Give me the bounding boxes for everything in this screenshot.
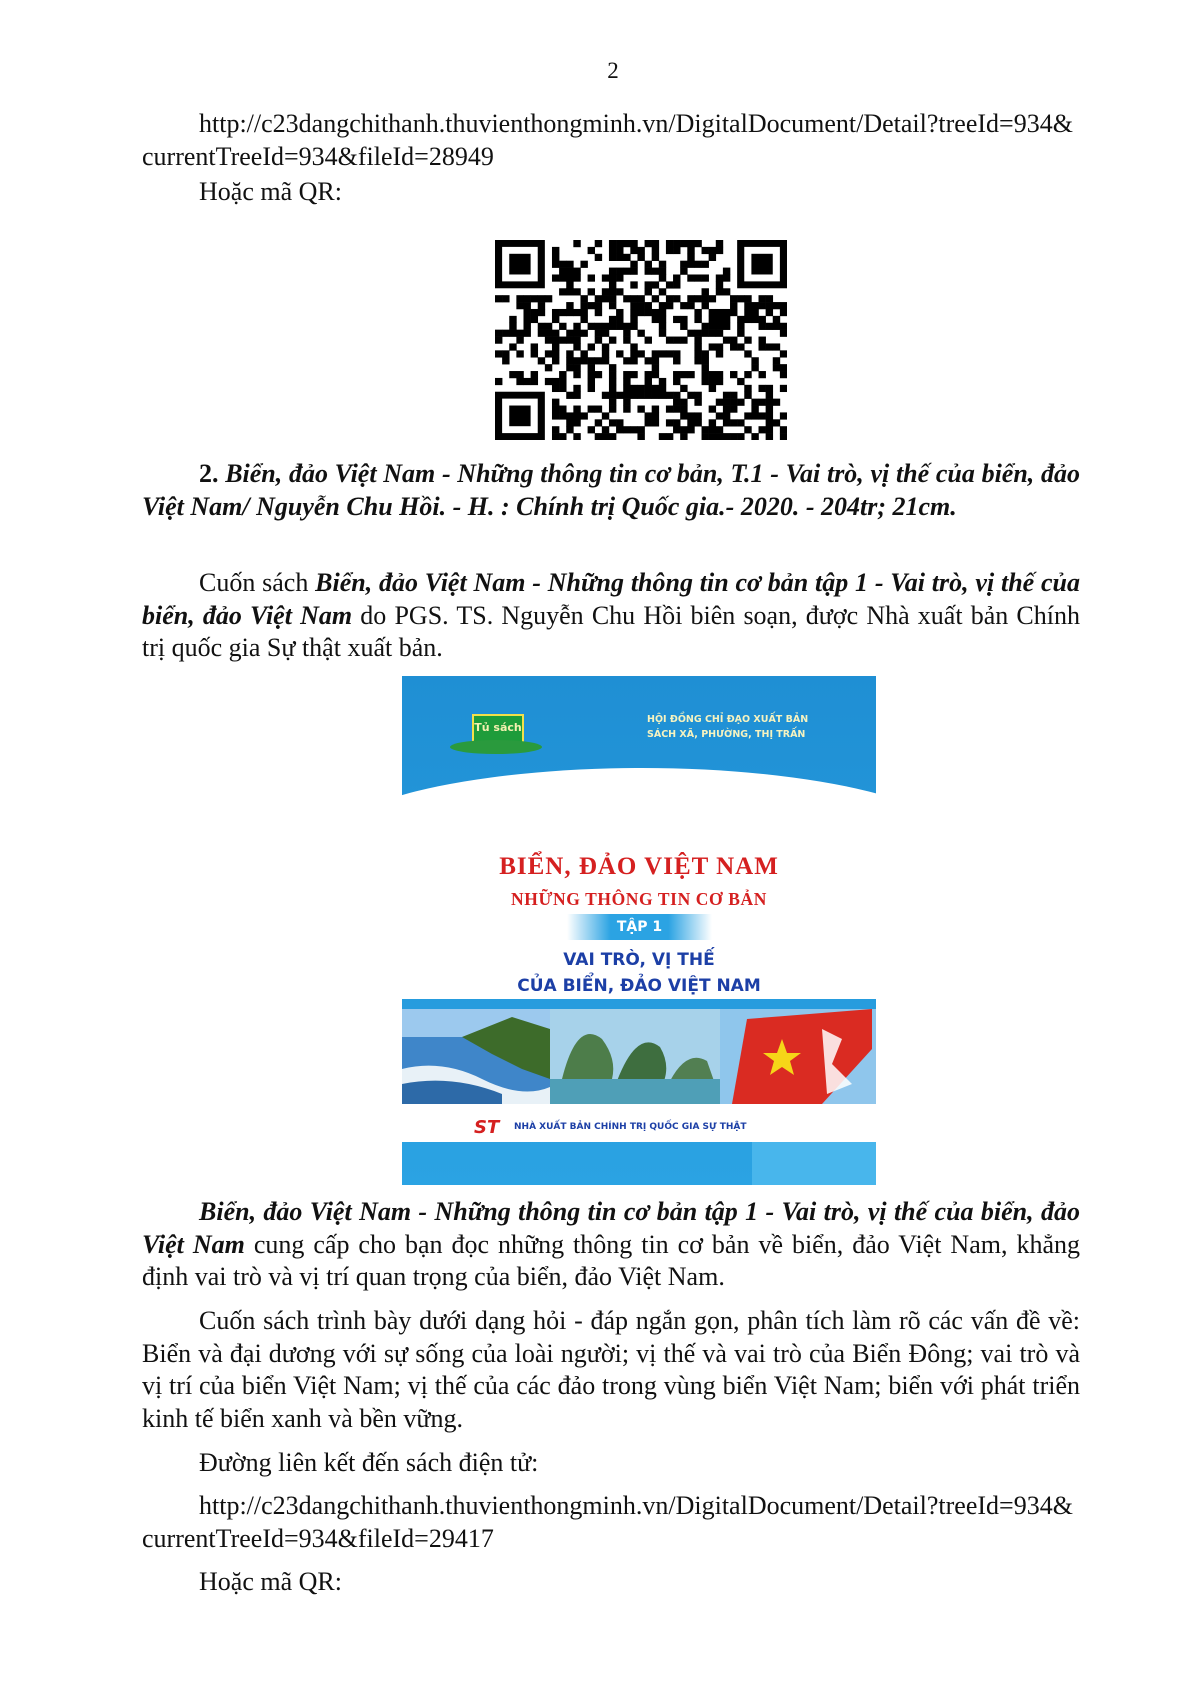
page-number: 2 bbox=[607, 58, 619, 83]
ebook-link-1[interactable]: http://c23dangchithanh.thuvienthongminh.vn/DigitalDocument/Detail?treeId=934&currentTreeId=934&fileId=28949 bbox=[142, 109, 1073, 171]
entry-number: 2. bbox=[199, 459, 219, 488]
cover-topic: VAI TRÒ, VỊ THẾ CỦA BIỂN, ĐẢO VIỆT NAM bbox=[517, 950, 761, 996]
book-description: Cuốn sách trình bày dưới dạng hỏi - đáp ngắn gọn, phân tích làm rõ các vấn đề về: Biển và đại dương với sự sống của loài người; vị thế và vai trò của Biển Đông; vai trò và vị trí của biển Việt Nam; vị thế của các đảo trong vùng biển Việt Nam; biển với phát triển kinh tế biển xanh và bền vững. bbox=[142, 1306, 1080, 1433]
tu-sach-logo bbox=[450, 714, 542, 758]
summary-title: Biển, đảo Việt Nam - Những thông tin cơ bản tập 1 - Vai trò, vị thế của biển, đảo Việt Nam bbox=[142, 1197, 1080, 1259]
cover-volume: TẬP 1 bbox=[567, 914, 712, 940]
summary-rest: cung cấp cho bạn đọc những thông tin cơ bản về biển, đảo Việt Nam, khẳng định vai trò và vị trí quan trọng của biển, đảo Việt Nam. bbox=[142, 1229, 1080, 1291]
logo-text: Tủ sách bbox=[472, 714, 524, 744]
qr-label-2: Hoặc mã QR: bbox=[199, 1567, 342, 1596]
book-intro bbox=[142, 567, 1080, 665]
qr-code-icon bbox=[495, 240, 787, 440]
book-summary bbox=[142, 1196, 1080, 1294]
qr-label-1: Hoặc mã QR: bbox=[199, 177, 342, 206]
cover-council: HỘI ĐỒNG CHỈ ĐẠO XUẤT BẢN SÁCH XÃ, PHƯỜNG, THỊ TRẤN bbox=[647, 714, 809, 740]
ebook-link-label: Đường liên kết đến sách điện tử: bbox=[199, 1448, 539, 1477]
cover-title: BIỂN, ĐẢO VIỆT NAM bbox=[499, 853, 779, 880]
intro-title: Biển, đảo Việt Nam - Những thông tin cơ bản tập 1 - Vai trò, vị thế của biển, đảo Việt Nam bbox=[142, 568, 1080, 630]
citation-text: Biển, đảo Việt Nam - Những thông tin cơ bản, T.1 - Vai trò, vị thế của biển, đảo Việt Nam/ Nguyễn Chu Hồi. - H. : Chính trị Quốc gia.- 2020. - 204tr; 21cm. bbox=[142, 459, 1080, 521]
cover-bottom-stripe bbox=[752, 1142, 876, 1185]
book-citation bbox=[142, 458, 1080, 523]
cover-photos bbox=[402, 1009, 876, 1104]
intro-rest: do PGS. TS. Nguyễn Chu Hồi biên soạn, được Nhà xuất bản Chính trị quốc gia Sự thật xuất bản. bbox=[142, 600, 1080, 662]
publisher-name: NHÀ XUẤT BẢN CHÍNH TRỊ QUỐC GIA SỰ THẬT bbox=[514, 1122, 747, 1132]
intro-lead: Cuốn sách bbox=[199, 568, 316, 597]
ebook-link-2[interactable]: http://c23dangchithanh.thuvienthongminh.vn/DigitalDocument/Detail?treeId=934&currentTreeId=934&fileId=29417 bbox=[142, 1491, 1073, 1553]
publisher-logo: ST bbox=[474, 1117, 500, 1138]
cover-subtitle: NHỮNG THÔNG TIN CƠ BẢN bbox=[511, 889, 767, 909]
book-cover-image bbox=[402, 676, 876, 1185]
